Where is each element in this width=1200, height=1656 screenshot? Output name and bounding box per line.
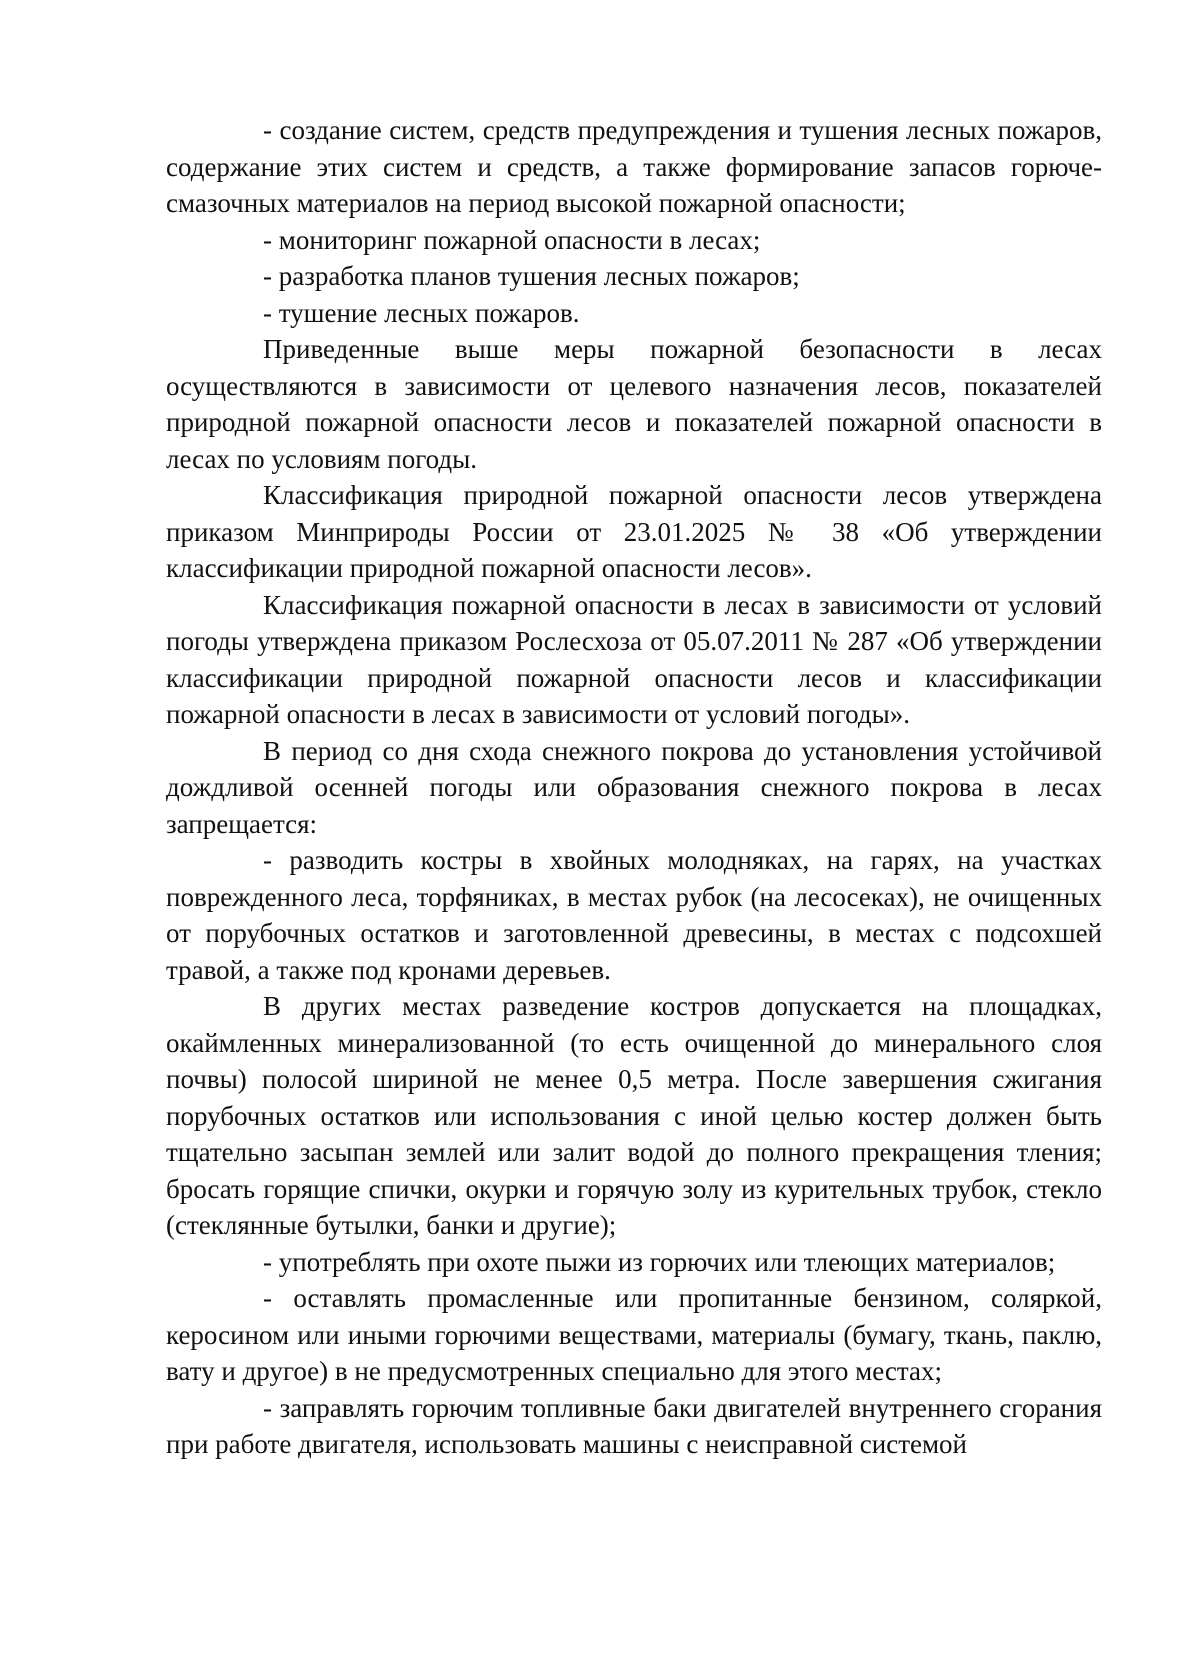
paragraph-measures: Приведенные выше меры пожарной безопасности в лесах осуществляются в зависимости от целевого назначения лесов, показателей природной пожарной опасности лесов и показателей пожарной опасности в лесах по условиям погоды.: [166, 334, 1102, 474]
list-item-campfires: - разводить костры в хвойных молодняках, на гарях, на участках поврежденного леса, торфяниках, в местах рубок (на лесосеках), не очищенных от порубочных остатков и заготовленной древесины, в местах с подсохшей травой, а также под кронами деревьев.: [166, 845, 1102, 985]
list-item-monitoring: - мониторинг пожарной опасности в лесах;: [263, 224, 761, 255]
list-item-oily-materials: - оставлять промасленные или пропитанные бензином, соляркой, керосином или иными горючими веществами, материалы (бумагу, ткань, паклю, вату и другое) в не предусмотренных специально для этого местах;: [166, 1283, 1102, 1386]
paragraph-campfire-rules: В других местах разведение костров допускается на площадках, окаймленных минерализованной (то есть очищенной до минерального слоя почвы) полосой шириной не менее 0,5 метра. После завершения сжигания порубочных остатков или использования с иной целью костер должен быть тщательно засыпан землей или залит водой до полного прекращения тления; бросать горящие спички, окурки и горячую золу из курительных трубок, стекло (стеклянные бутылки, банки и другие);: [166, 991, 1102, 1240]
document-body: [166, 112, 1102, 1463]
paragraph-natural-classification: Классификация природной пожарной опасности лесов утверждена приказом Минприроды России от 23.01.2025 № 38 «Об утверждении классификации природной пожарной опасности лесов».: [166, 480, 1102, 583]
list-item-planning: - разработка планов тушения лесных пожаров;: [263, 261, 800, 291]
list-item-hunting-wads: - употреблять при охоте пыжи из горючих или тлеющих материалов;: [263, 1246, 1056, 1277]
list-item-refueling: - заправлять горючим топливные баки двигателей внутреннего сгорания при работе двигателя, использовать машины с неисправной системой: [166, 1392, 1102, 1459]
paragraph-prohibitions-intro: В период со дня схода снежного покрова до установления устойчивой дождливой осенней погоды или образования снежного покрова в лесах запрещается:: [166, 735, 1102, 839]
paragraph-weather-classification: Классификация пожарной опасности в лесах в зависимости от условий погоды утверждена приказом Рослесхоза от 05.07.2011 № 287 «Об утверждении классификации природной пожарной опасности лесов и классификации пожарной опасности в лесах в зависимости от условий погоды».: [166, 589, 1102, 729]
list-item-fire-systems: - создание систем, средств предупреждения и тушения лесных пожаров, содержание этих систем и средств, а также формирование запасов горюче-смазочных материалов на период высокой пожарной опасности;: [166, 115, 1102, 218]
list-item-extinguishing: - тушение лесных пожаров.: [263, 297, 580, 328]
